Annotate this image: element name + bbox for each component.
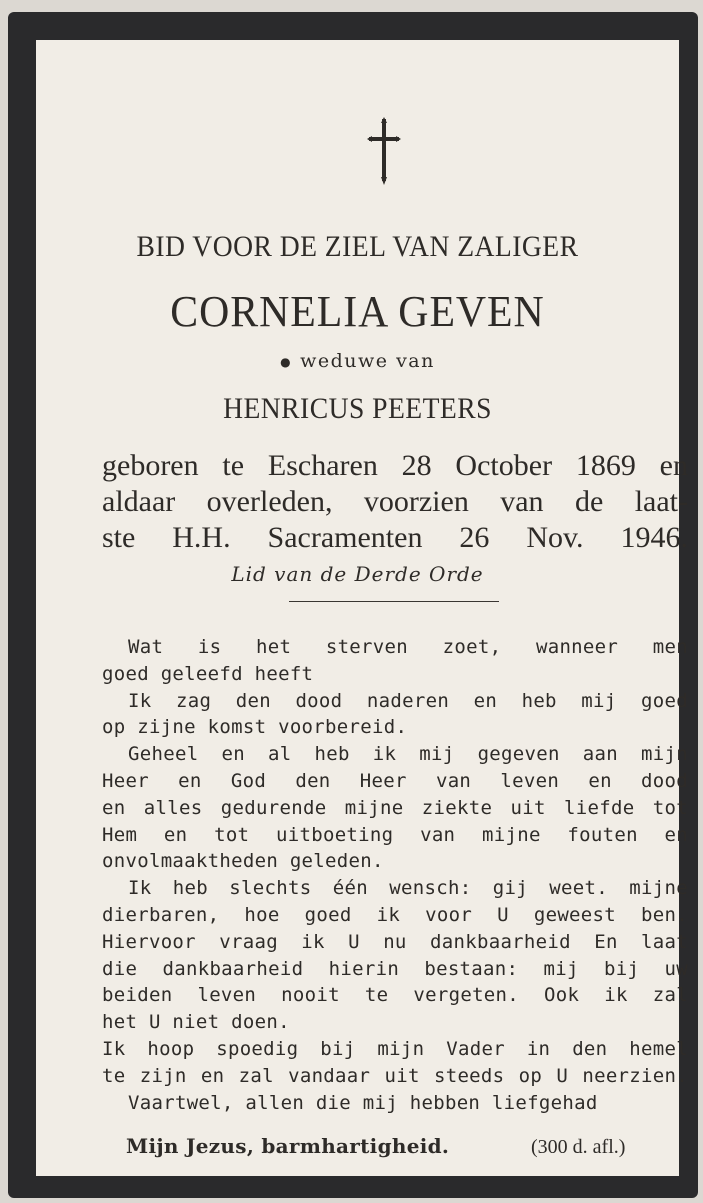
body-line: het U niet doen. [102, 1011, 290, 1034]
body-line: Geheel en al heb ik mij gegeven aan mijn [128, 743, 688, 766]
body-line: Heer en God den Heer van leven en dood [102, 769, 688, 792]
card-paper [36, 40, 688, 1176]
body-line: Ik zag den dood naderen en heb mij goed [128, 689, 688, 712]
divider [289, 601, 499, 602]
deceased-name: CORNELIA GEVEN [170, 287, 545, 336]
body-line: beiden leven nooit te vergeten. Ook ik zal [102, 984, 688, 1007]
body-line: onvolmaaktheden geleden. [102, 850, 384, 873]
body-line: Wat is het sterven zoet, wanneer men [128, 636, 688, 658]
cross-icon [367, 115, 401, 187]
closing-prayer: Mijn Jezus, barmhartigheid. [126, 1134, 450, 1158]
body-line: Ik heb slechts één wensch: gij weet. mijne [128, 877, 688, 900]
body-line: Hem en tot uitboeting van mijne fouten en [102, 823, 688, 846]
bullet-dot: ● [280, 355, 293, 369]
widow-of-text: weduwe van [300, 350, 435, 372]
body-line: Hiervoor vraag ik U nu dankbaarheid En laat [102, 930, 688, 953]
farewell-text [102, 634, 688, 1116]
body-line: op zijne komst voorbereid. [102, 716, 408, 739]
indulgence-note: (300 d. afl.) [531, 1136, 626, 1158]
body-line: Vaartwel, allen die mij hebben liefgehad [128, 1091, 598, 1114]
prayer-header: BID VOOR DE ZIEL VAN ZALIGER [136, 230, 579, 263]
third-order-note: Lid van de Derde Orde [231, 562, 484, 586]
memorial-card [8, 12, 698, 1198]
birth-line: ste H.H. Sacramenten 26 Nov. 1946. [102, 521, 688, 554]
birth-line: geboren te Escharen 28 October 1869 en [102, 449, 688, 482]
body-line: te zijn en zal vandaar uit steeds op U neerzien. [102, 1064, 688, 1087]
body-line: Ik hoop spoedig bij mijn Vader in den hemel [102, 1037, 688, 1060]
birth-death-paragraph [102, 448, 688, 556]
body-line: die dankbaarheid hierin bestaan: mij bij uw [102, 957, 688, 980]
body-line: en alles gedurende mijne ziekte uit liefde tot [102, 796, 688, 819]
body-line: dierbaren, hoe goed ik voor U geweest ben. [102, 903, 688, 926]
husband-name: HENRICUS PEETERS [223, 392, 492, 425]
body-line: goed geleefd heeft [102, 662, 314, 685]
birth-line: aldaar overleden, voorzien van de laat- [102, 485, 688, 518]
widow-of-line [36, 350, 679, 372]
